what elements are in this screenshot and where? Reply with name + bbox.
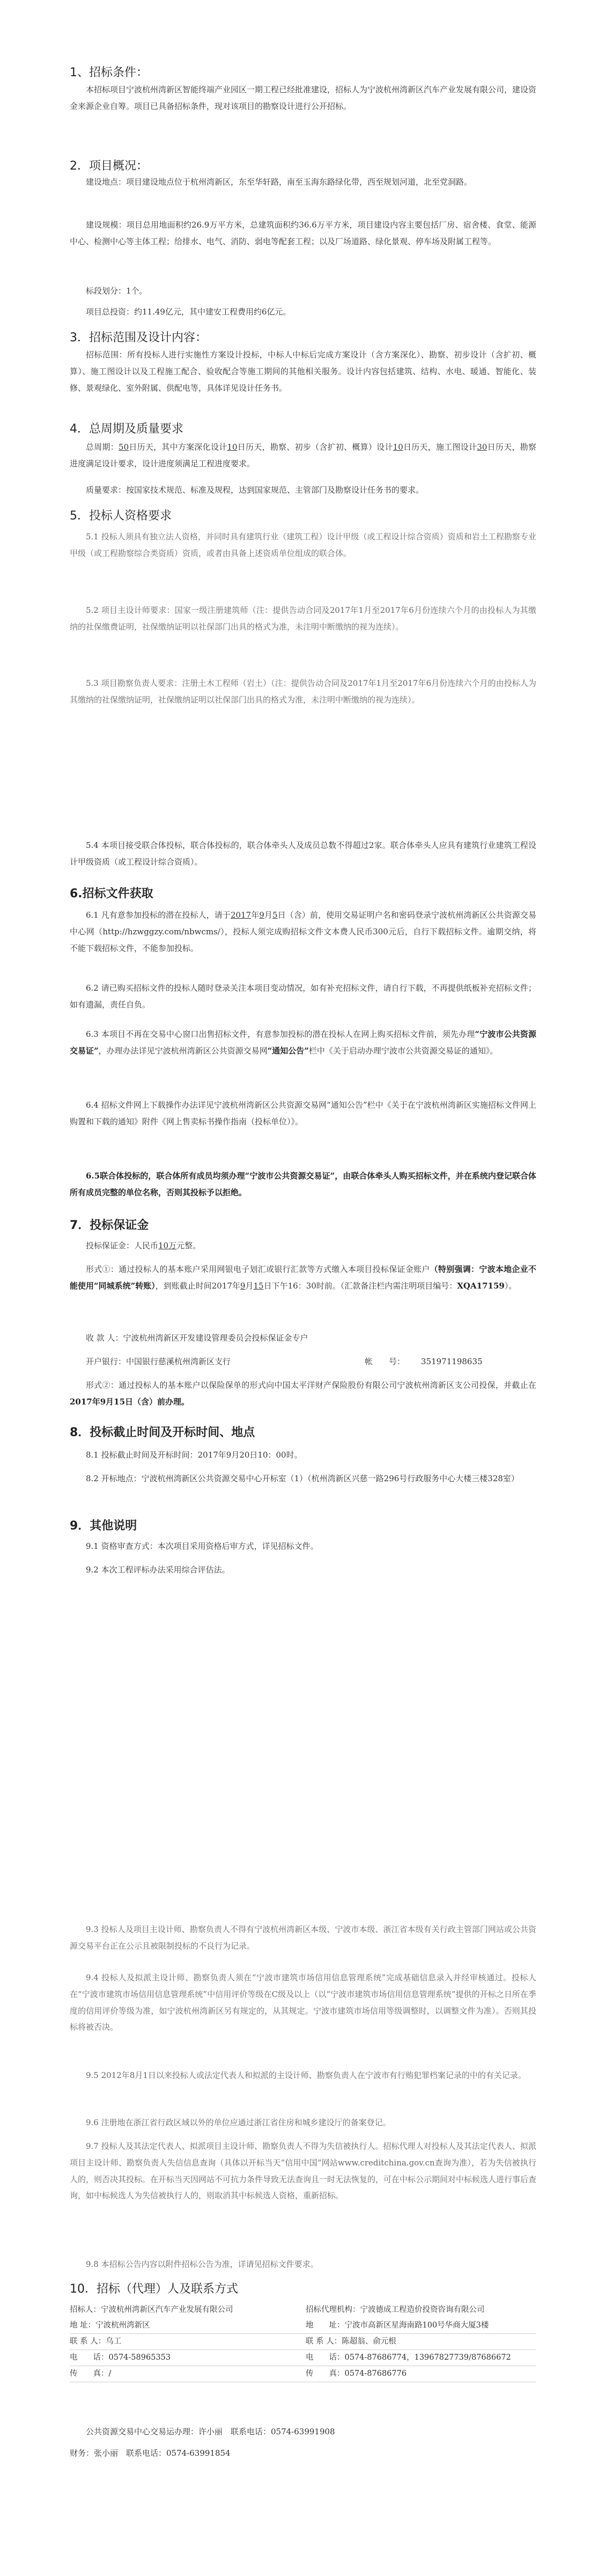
section-10-title: 10．招标（代理）人及联系方式 [70, 2282, 238, 2296]
download-6-4: 6.4 招标文件网上下载操作办法详见宁波杭州湾新区公共资源交易网“通知公告”栏中《关于在宁波杭州湾新区实施招标文件网上购置和下载的通知》附件《网上售卖标书操作指南（投标单位）》。 [70, 1100, 536, 1126]
finance-contact: 财务：张小丽 联系电话：0574-63991854 [70, 2448, 231, 2458]
deposit-form-1-mid: ，到账截止时间2017年 [155, 1280, 240, 1291]
deposit-deadline-day: 15 [253, 1280, 264, 1291]
bank-row [70, 1353, 536, 1370]
payee: 收 款 人：宁波杭州湾新区开发建设管理委员会投标保证金专户 [86, 1333, 308, 1343]
deposit-form-1-text: 形式①：通过投标人的基本账户采用网银电子划汇或银行汇款等方式缴入本项目投标保证金账户 [86, 1264, 430, 1274]
section-9-title: 9．其他说明 [70, 1519, 137, 1533]
period-text-4: 日历天，勘察进度满足设计要求，设计进度须满足工程进度要求。 [70, 442, 536, 469]
agency-address: 地 址：宁波市高新区星海南路100号华商大厦3楼 [306, 2318, 536, 2334]
period-text-3: 日历天，施工图设计 [403, 442, 477, 452]
deposit-label: 投标保证金：人民币 [86, 1241, 159, 1250]
download-6-1-rest: 日（含）前，使用交易证明户名和密码登录宁波杭州湾新区公共资源交易中心网（http://hzwggzy.com/nbwcms/），投标人须完成购招标文件文本费人民币300元后，自行下载招标文件。逾期交纳，将不能下载招标文件，不能参加投标。 [70, 910, 536, 953]
qualification-5-3: 5.3 项目勘察负责人要求：注册土木工程师（岩土）（注：提供告动合同及2017年1月至2017年6月份连续六个月的由投标人为其缴纳的社保缴纳证明，社保缴纳证明以社保部门出具的格式为准，未注明中断缴纳的视为连续）。 [70, 678, 536, 705]
scope-para: 招标范围：所有投标人进行实施性方案设计投标，中标人中标后完成方案设计（含方案深化）、勘察、初步设计（含扩初、概算）、施工图设计以及工程施工配合、验收配合等施工期间的其他相关服务。设计内容包括建筑、结构、水电、暖通、智能化、装修、景观绿化、室外附属、供配电等，具体详见设计任务书。 [70, 350, 536, 393]
other-9-6: 9.6 注册地在浙江省行政区域以外的单位应通过浙江省住房和城乡建设厅的备案登记。 [86, 2118, 391, 2127]
account-number: 351971198635 [421, 1357, 483, 1366]
section-1-title: 1、招标条件： [70, 66, 148, 79]
download-6-3-end: 栏中《关于启动办理宁波市公共资源交易证的通知》。 [308, 1045, 498, 1056]
trading-center-contact: 公共资源交易中心交易运办理：许小丽 联系电话：0574-63991908 [86, 2427, 335, 2436]
month-char-2: 月 [245, 1280, 254, 1291]
tenderer-address: 地 址：宁波杭州湾新区 [70, 2318, 306, 2334]
download-6-1-text: 6.1 凡有意参加投标的潜在投标人，请于 [86, 910, 231, 920]
qualification-5-1: 5.1 投标人须具有独立法人资格，并同时具有建筑行业（建筑工程）设计甲级（或工程设计综合资质）资质和岩土工程勘察专业甲级（或工程勘察综合类资质）资质，或者由具备上述资质单位组成的联合体。 [70, 532, 536, 558]
other-9-8: 9.8 本招标公告内容以附件招标公告为准，详请见招标文件要求。 [86, 2259, 319, 2269]
project-code: XQA17159 [457, 1280, 505, 1291]
period-text-2: 日历天，勘察、初步（含扩初、概算）设计 [237, 442, 393, 452]
other-9-7-rest: 查询为准），若为失信被执行人的，则否决其投标。在开标当天因网站不可抗力条件导致无法查询且一时无法恢复的，可在中标公示期间对中标候选人进行事后查询，如中标候选人为失信被执行人的，则取消其中标候选人资格，重新招标。 [70, 2157, 537, 2201]
project-location: 建设地点：项目建设地点位于杭州湾新区，东至华轩路，南至玉海东路绿化带，西至规划河道，北至党洞路。 [86, 177, 472, 187]
deadline-day: 5 [272, 910, 278, 920]
section-3-title: 3．招标范围及设计内容： [70, 331, 207, 345]
trade-cert-highlight: “宁波市公共资源交易证” [70, 1029, 536, 1056]
other-9-4: 9.4 投标人及拟派主设计师、勘察负责人须在“宁波市建筑市场信用信息管理系统”完成基础信息录入并经审核通过。投标人在“宁波市建筑市场信用信息管理系统”中信用评价等级在C级及以上（以“宁波市建筑市场信用信息管理系统”提供的开标之日所在季度的信用评价等级为准，如宁波杭州湾新区另有规定的，从其规定。宁波市建筑市场信用等级调整时，以调整文件为准）。否则其投标将被否决。 [70, 1973, 536, 2032]
section-4-title: 4．总周期及质量要求 [70, 422, 183, 436]
period-text-1: 日历天，其中方案深化设计 [129, 442, 227, 452]
tenderer-name: 招标人：宁波杭州湾新区汽车产业发展有限公司 [70, 2306, 233, 2314]
download-6-2: 6.2 请已购买招标文件的投标人随时登录关注本项目变动情况，如有补充招标文件，请自行下载，不再提供纸板补充招标文件；如有遗漏，责任自负。 [70, 983, 536, 1009]
section-2-title: 2．项目概况： [70, 159, 148, 173]
section-8-title: 8．投标截止时间及开标时间、地点 [70, 1426, 255, 1439]
period-para [70, 439, 536, 472]
other-9-1: 9.1 资格审查方式：本次项目采用资格后审方式，详见招标文件。 [86, 1541, 319, 1551]
other-9-7 [70, 2138, 536, 2204]
deposit-amount [70, 1238, 536, 1254]
agency-name: 招标代理机构：宁波德成工程造价投资咨询有限公司 [306, 2306, 485, 2314]
deposit-warning: （特别强调：宁波本地企业不能使用“同城系统”转账） [70, 1264, 536, 1291]
period-label: 总周期： [86, 442, 119, 452]
section-5-title: 5．投标人资格要求 [70, 509, 172, 523]
deposit-form-1 [70, 1261, 536, 1294]
bid-deadline: 8.1 投标截止时间及开标时间：2017年9月20日10：00时。 [86, 1450, 302, 1460]
deposit-form-2 [70, 1377, 536, 1410]
other-9-7-text: 9.7 投标人及其法定代表人、拟派项目主设计师、勘察负责人不得为失信被执行人。招标代理人对投标人及其法定代表人、拟派项目主设计师、勘察负责人失信信息查询（具体以开标当天“信用中国”网站 [70, 2141, 536, 2168]
deadline-year: 2017 [230, 910, 252, 920]
section-7-title: 7．投标保证金 [70, 1219, 149, 1232]
agency-contact: 联 系 人：陈超翁、俞元根 [306, 2334, 536, 2350]
month-char: 月 [264, 910, 272, 920]
year-char: 年 [251, 910, 260, 920]
deadline-month: 9 [259, 910, 264, 920]
deposit-form-1-note: 日下午16：30时前。（汇款备注栏内需注明项目编号： [263, 1280, 457, 1291]
project-lots: 标段划分：1个。 [86, 286, 147, 296]
qualification-5-4: 5.4 本项目接受联合体投标，联合体投标的，联合体牵头人及成员总数不得超过2家。联合体牵头人应具有建筑行业建筑工程设计甲级资质（或工程设计综合资质）。 [70, 840, 536, 867]
download-6-3 [70, 1026, 536, 1059]
section-6-title: 6.招标文件获取 [70, 887, 153, 901]
other-9-2: 9.2 本次工程评标办法采用综合评估法。 [86, 1565, 230, 1575]
quality-para: 质量要求：按国家技术规范、标准及规程，达到国家规范、主管部门及勘察设计任务书的要求。 [86, 485, 424, 495]
deposit-form-2-text: 形式②：通过投标人的基本账户以保险保单的形式向中国太平洋财产保险股份有限公司宁波杭州湾新区支公司投保，并截止在 [86, 1380, 536, 1390]
period-construction-days: 30 [477, 442, 487, 452]
download-6-5: 6.5联合体投标的，联合体所有成员均须办理“宁波市公共资源交易证”，由联合体牵头人购买招标文件，并在系统内登记联合体所有成员完整的单位名称，否则其投标予以拒绝。 [70, 1171, 536, 1197]
tenderer-contact: 联 系 人：乌工 [70, 2334, 306, 2350]
agency-phone: 电 话：0574-87686774，13967827739/87686672 [306, 2350, 536, 2366]
deposit-unit: 元整。 [176, 1241, 201, 1250]
account-label: 帐 号： [365, 1357, 405, 1366]
deposit-form-1-end: ）。 [504, 1280, 517, 1291]
download-6-3-text: 6.3 本项目不再在交易中心窗口出售招标文件，有意参加投标的潜在投标人在网上购买招标文件前，须先办理 [86, 1029, 475, 1039]
bid-opening-location: 8.2 开标地点：宁波杭州湾新区公共资源交易中心开标室（1）（杭州湾新区兴慈一路296号行政服务中心大楼三楼328室） [86, 1474, 519, 1483]
contact-table [70, 2302, 536, 2382]
tenderer-fax: 传 真：/ [70, 2366, 306, 2382]
period-prelim-days: 10 [393, 442, 403, 452]
deposit-form-2-deadline: 2017年9月15日（含）前办理。 [70, 1396, 190, 1407]
section-1-para: 本招标项目宁波杭州湾新区智能终端产业园区一期工程已经批准建设，招标人为宁波杭州湾新区汽车产业发展有限公司，建设资金来源企业自筹。项目已具备招标条件，现对该项目的勘察设计进行公开招标。 [70, 85, 537, 111]
agency-fax: 传 真：0574-87686776 [306, 2366, 536, 2382]
deposit-deadline-month: 9 [240, 1280, 246, 1291]
project-investment: 项目总投资：约11.49亿元，其中建安工程费用约6亿元。 [86, 307, 291, 317]
project-scale: 建设规模：项目总用地面积约26.9万平方米，总建筑面积约36.6万平方米，项目建设内容主要包括厂房、宿舍楼、食堂、能源中心、检测中心等主体工程；给排水、电气、消防、弱电等配套工程；以及厂场道路、绿化景观、停车场及附属工程等。 [70, 220, 536, 246]
credit-china-url: www.creditchina.gov.cn [337, 2157, 435, 2168]
tenderer-phone: 电 话：0574-58965353 [70, 2350, 306, 2366]
notice-column-highlight: “通知公告” [267, 1045, 309, 1056]
download-6-1 [70, 907, 536, 956]
other-9-5: 9.5 2012年8月1日以来投标人或法定代表人和拟派的主设计师、勘察负责人在宁波市有行贿犯罪档案记录的中的有关记录。 [86, 2070, 526, 2080]
download-6-3-mid: ，办理办法详见宁波杭州湾新区公共资源交易网 [98, 1045, 268, 1056]
period-scheme-days: 10 [227, 442, 238, 452]
bank-name: 开户银行：中国银行慈溪杭州湾新区支行 [86, 1357, 231, 1366]
deposit-value: 10万 [158, 1241, 177, 1250]
qualification-5-2: 5.2 项目主设计师要求：国家一级注册建筑师（注：提供告动合同及2017年1月至2017年6月份连续六个月的由投标人为其缴纳的社保缴费证明，社保缴纳证明以社保部门出具的格式为准，未注明中断缴纳的视为连续）。 [70, 605, 536, 632]
period-total-days: 50 [119, 442, 129, 452]
other-9-3: 9.3 投标人及项目主设计师、勘察负责人不得有宁波杭州湾新区本级、宁波市本级、浙江省本级有关行政主管部门网站或公共资源交易平台正在公示且被限制投标的不良行为记录。 [70, 1924, 536, 1951]
